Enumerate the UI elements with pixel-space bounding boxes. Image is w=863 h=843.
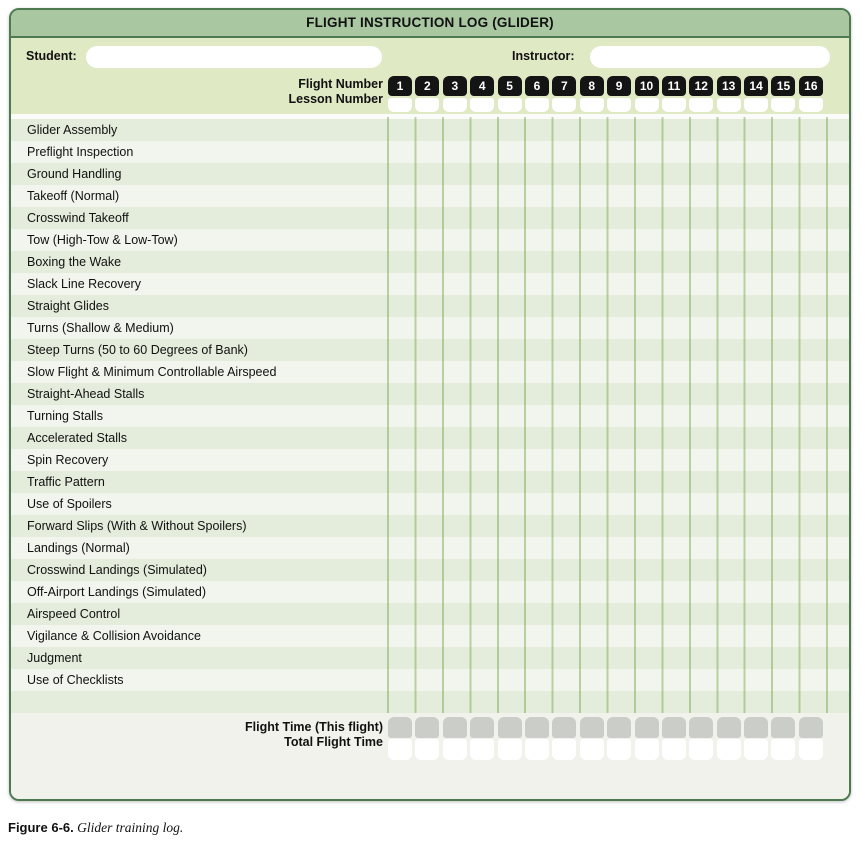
lesson-number-cell[interactable]: [580, 98, 604, 112]
maneuver-row: [11, 603, 849, 625]
maneuver-row: [11, 295, 849, 317]
flight-number-badge: 8: [580, 76, 604, 96]
flight-time-cell[interactable]: [443, 717, 467, 738]
maneuver-label: Tow (High-Tow & Low-Tow): [27, 233, 178, 247]
flight-number-badge: 6: [525, 76, 549, 96]
maneuver-label: Preflight Inspection: [27, 145, 134, 159]
lesson-number-cell[interactable]: [443, 98, 467, 112]
maneuver-row: [11, 251, 849, 273]
flight-time-cell[interactable]: [552, 717, 576, 738]
maneuver-table: [11, 114, 849, 713]
flight-time-section: [11, 713, 849, 799]
maneuver-label: Traffic Pattern: [27, 475, 105, 489]
lesson-number-cell[interactable]: [388, 98, 412, 112]
total-time-cell[interactable]: [771, 739, 795, 760]
total-time-row: [388, 739, 823, 760]
flight-time-cell[interactable]: [744, 717, 768, 738]
total-time-cell[interactable]: [607, 739, 631, 760]
maneuver-label: Use of Spoilers: [27, 497, 112, 511]
flight-number-badge: 2: [415, 76, 439, 96]
flight-time-cell[interactable]: [771, 717, 795, 738]
lesson-number-label: Lesson Number: [288, 92, 383, 106]
maneuver-row: [11, 669, 849, 691]
maneuver-rows: [11, 119, 849, 713]
maneuver-row: [11, 207, 849, 229]
lesson-number-cell[interactable]: [635, 98, 659, 112]
maneuver-row: [11, 691, 849, 713]
page-title: FLIGHT INSTRUCTION LOG (GLIDER): [11, 10, 849, 38]
maneuver-row: [11, 647, 849, 669]
flight-number-label: Flight Number: [298, 77, 383, 91]
maneuver-row: [11, 119, 849, 141]
maneuver-row: [11, 185, 849, 207]
maneuver-row: [11, 625, 849, 647]
maneuver-label: Judgment: [27, 651, 82, 665]
flight-time-row: [388, 717, 823, 738]
flight-number-badge: 13: [717, 76, 741, 96]
student-input[interactable]: [86, 46, 382, 68]
flight-time-cell[interactable]: [662, 717, 686, 738]
number-labels: [11, 77, 383, 107]
maneuver-row: [11, 581, 849, 603]
total-time-cell[interactable]: [662, 739, 686, 760]
total-time-cell[interactable]: [552, 739, 576, 760]
flight-time-cell[interactable]: [470, 717, 494, 738]
lesson-number-cell[interactable]: [717, 98, 741, 112]
flight-time-label: Flight Time (This flight): [245, 720, 383, 734]
lesson-number-cell[interactable]: [552, 98, 576, 112]
maneuver-label: Straight Glides: [27, 299, 109, 313]
maneuver-row: [11, 559, 849, 581]
flight-time-cell[interactable]: [799, 717, 823, 738]
maneuver-label: Slow Flight & Minimum Controllable Airspeed: [27, 365, 277, 379]
maneuver-row: [11, 317, 849, 339]
figure-caption: [8, 820, 183, 836]
flight-number-badge: 4: [470, 76, 494, 96]
flight-number-badge: 12: [689, 76, 713, 96]
flight-time-cell[interactable]: [498, 717, 522, 738]
lesson-number-cell[interactable]: [799, 98, 823, 112]
maneuver-label: Vigilance & Collision Avoidance: [27, 629, 201, 643]
maneuver-label: Slack Line Recovery: [27, 277, 141, 291]
maneuver-row: [11, 163, 849, 185]
flight-time-cell[interactable]: [580, 717, 604, 738]
lesson-number-cell[interactable]: [744, 98, 768, 112]
lesson-number-cell[interactable]: [689, 98, 713, 112]
total-time-cell[interactable]: [635, 739, 659, 760]
flight-number-badge: 16: [799, 76, 823, 96]
lesson-number-cell[interactable]: [415, 98, 439, 112]
maneuver-row: [11, 449, 849, 471]
total-time-cell[interactable]: [443, 739, 467, 760]
flight-log-panel: [9, 8, 851, 801]
lesson-number-row: [388, 98, 823, 112]
maneuver-label: Boxing the Wake: [27, 255, 122, 269]
maneuver-row: [11, 471, 849, 493]
maneuver-label: Straight-Ahead Stalls: [27, 387, 145, 401]
total-time-cell[interactable]: [580, 739, 604, 760]
maneuver-row: [11, 537, 849, 559]
lesson-number-cell[interactable]: [470, 98, 494, 112]
maneuver-row: [11, 273, 849, 295]
header-section: [11, 38, 849, 114]
maneuver-row: [11, 493, 849, 515]
maneuver-row: [11, 361, 849, 383]
total-time-cell[interactable]: [744, 739, 768, 760]
total-time-cell[interactable]: [799, 739, 823, 760]
maneuver-row: [11, 405, 849, 427]
lesson-number-cell[interactable]: [525, 98, 549, 112]
maneuver-label: Use of Checklists: [27, 673, 124, 687]
maneuver-label: Turning Stalls: [27, 409, 103, 423]
total-time-cell[interactable]: [498, 739, 522, 760]
flight-time-cell[interactable]: [525, 717, 549, 738]
lesson-number-cell[interactable]: [771, 98, 795, 112]
flight-number-badge: 14: [744, 76, 768, 96]
flight-time-cell[interactable]: [415, 717, 439, 738]
figure-label: Figure 6-6.: [8, 820, 74, 835]
maneuver-row: [11, 141, 849, 163]
total-time-cell[interactable]: [689, 739, 713, 760]
maneuver-label: Takeoff (Normal): [27, 189, 120, 203]
maneuver-row: [11, 427, 849, 449]
flight-time-cell[interactable]: [689, 717, 713, 738]
figure-title: Glider training log.: [73, 820, 184, 835]
total-time-cell[interactable]: [415, 739, 439, 760]
flight-number-badge: 15: [771, 76, 795, 96]
maneuver-label: Ground Handling: [27, 167, 122, 181]
maneuver-label: Landings (Normal): [27, 541, 130, 555]
instructor-label: Instructor:: [512, 49, 575, 63]
flight-time-cell[interactable]: [388, 717, 412, 738]
maneuver-label: Spin Recovery: [27, 453, 109, 467]
time-labels: [11, 720, 383, 750]
total-time-cell[interactable]: [470, 739, 494, 760]
lesson-number-cell[interactable]: [607, 98, 631, 112]
flight-time-cell[interactable]: [607, 717, 631, 738]
flight-number-badge: 11: [662, 76, 686, 96]
maneuver-row: [11, 515, 849, 537]
maneuver-label: Turns (Shallow & Medium): [27, 321, 174, 335]
maneuver-label: Steep Turns (50 to 60 Degrees of Bank): [27, 343, 248, 357]
total-time-cell[interactable]: [388, 739, 412, 760]
maneuver-row: [11, 383, 849, 405]
flight-time-cell[interactable]: [717, 717, 741, 738]
maneuver-label: Crosswind Takeoff: [27, 211, 129, 225]
maneuver-label: Forward Slips (With & Without Spoilers): [27, 519, 247, 533]
flight-number-badge: 1: [388, 76, 412, 96]
maneuver-label: Airspeed Control: [27, 607, 121, 621]
instructor-input[interactable]: [590, 46, 830, 68]
maneuver-label: Accelerated Stalls: [27, 431, 128, 445]
total-time-cell[interactable]: [717, 739, 741, 760]
flight-number-badge: 9: [607, 76, 631, 96]
flight-number-row: [388, 76, 823, 96]
total-time-cell[interactable]: [525, 739, 549, 760]
maneuver-label: Glider Assembly: [27, 123, 118, 137]
total-time-label: Total Flight Time: [284, 735, 383, 749]
maneuver-label: Off-Airport Landings (Simulated): [27, 585, 207, 599]
flight-time-cell[interactable]: [635, 717, 659, 738]
lesson-number-cell[interactable]: [662, 98, 686, 112]
flight-number-badge: 7: [552, 76, 576, 96]
maneuver-row: [11, 339, 849, 361]
flight-number-badge: 3: [443, 76, 467, 96]
flight-number-badge: 10: [635, 76, 659, 96]
flight-number-badge: 5: [498, 76, 522, 96]
lesson-number-cell[interactable]: [498, 98, 522, 112]
maneuver-label: Crosswind Landings (Simulated): [27, 563, 207, 577]
student-label: Student:: [26, 49, 77, 63]
maneuver-row: [11, 229, 849, 251]
